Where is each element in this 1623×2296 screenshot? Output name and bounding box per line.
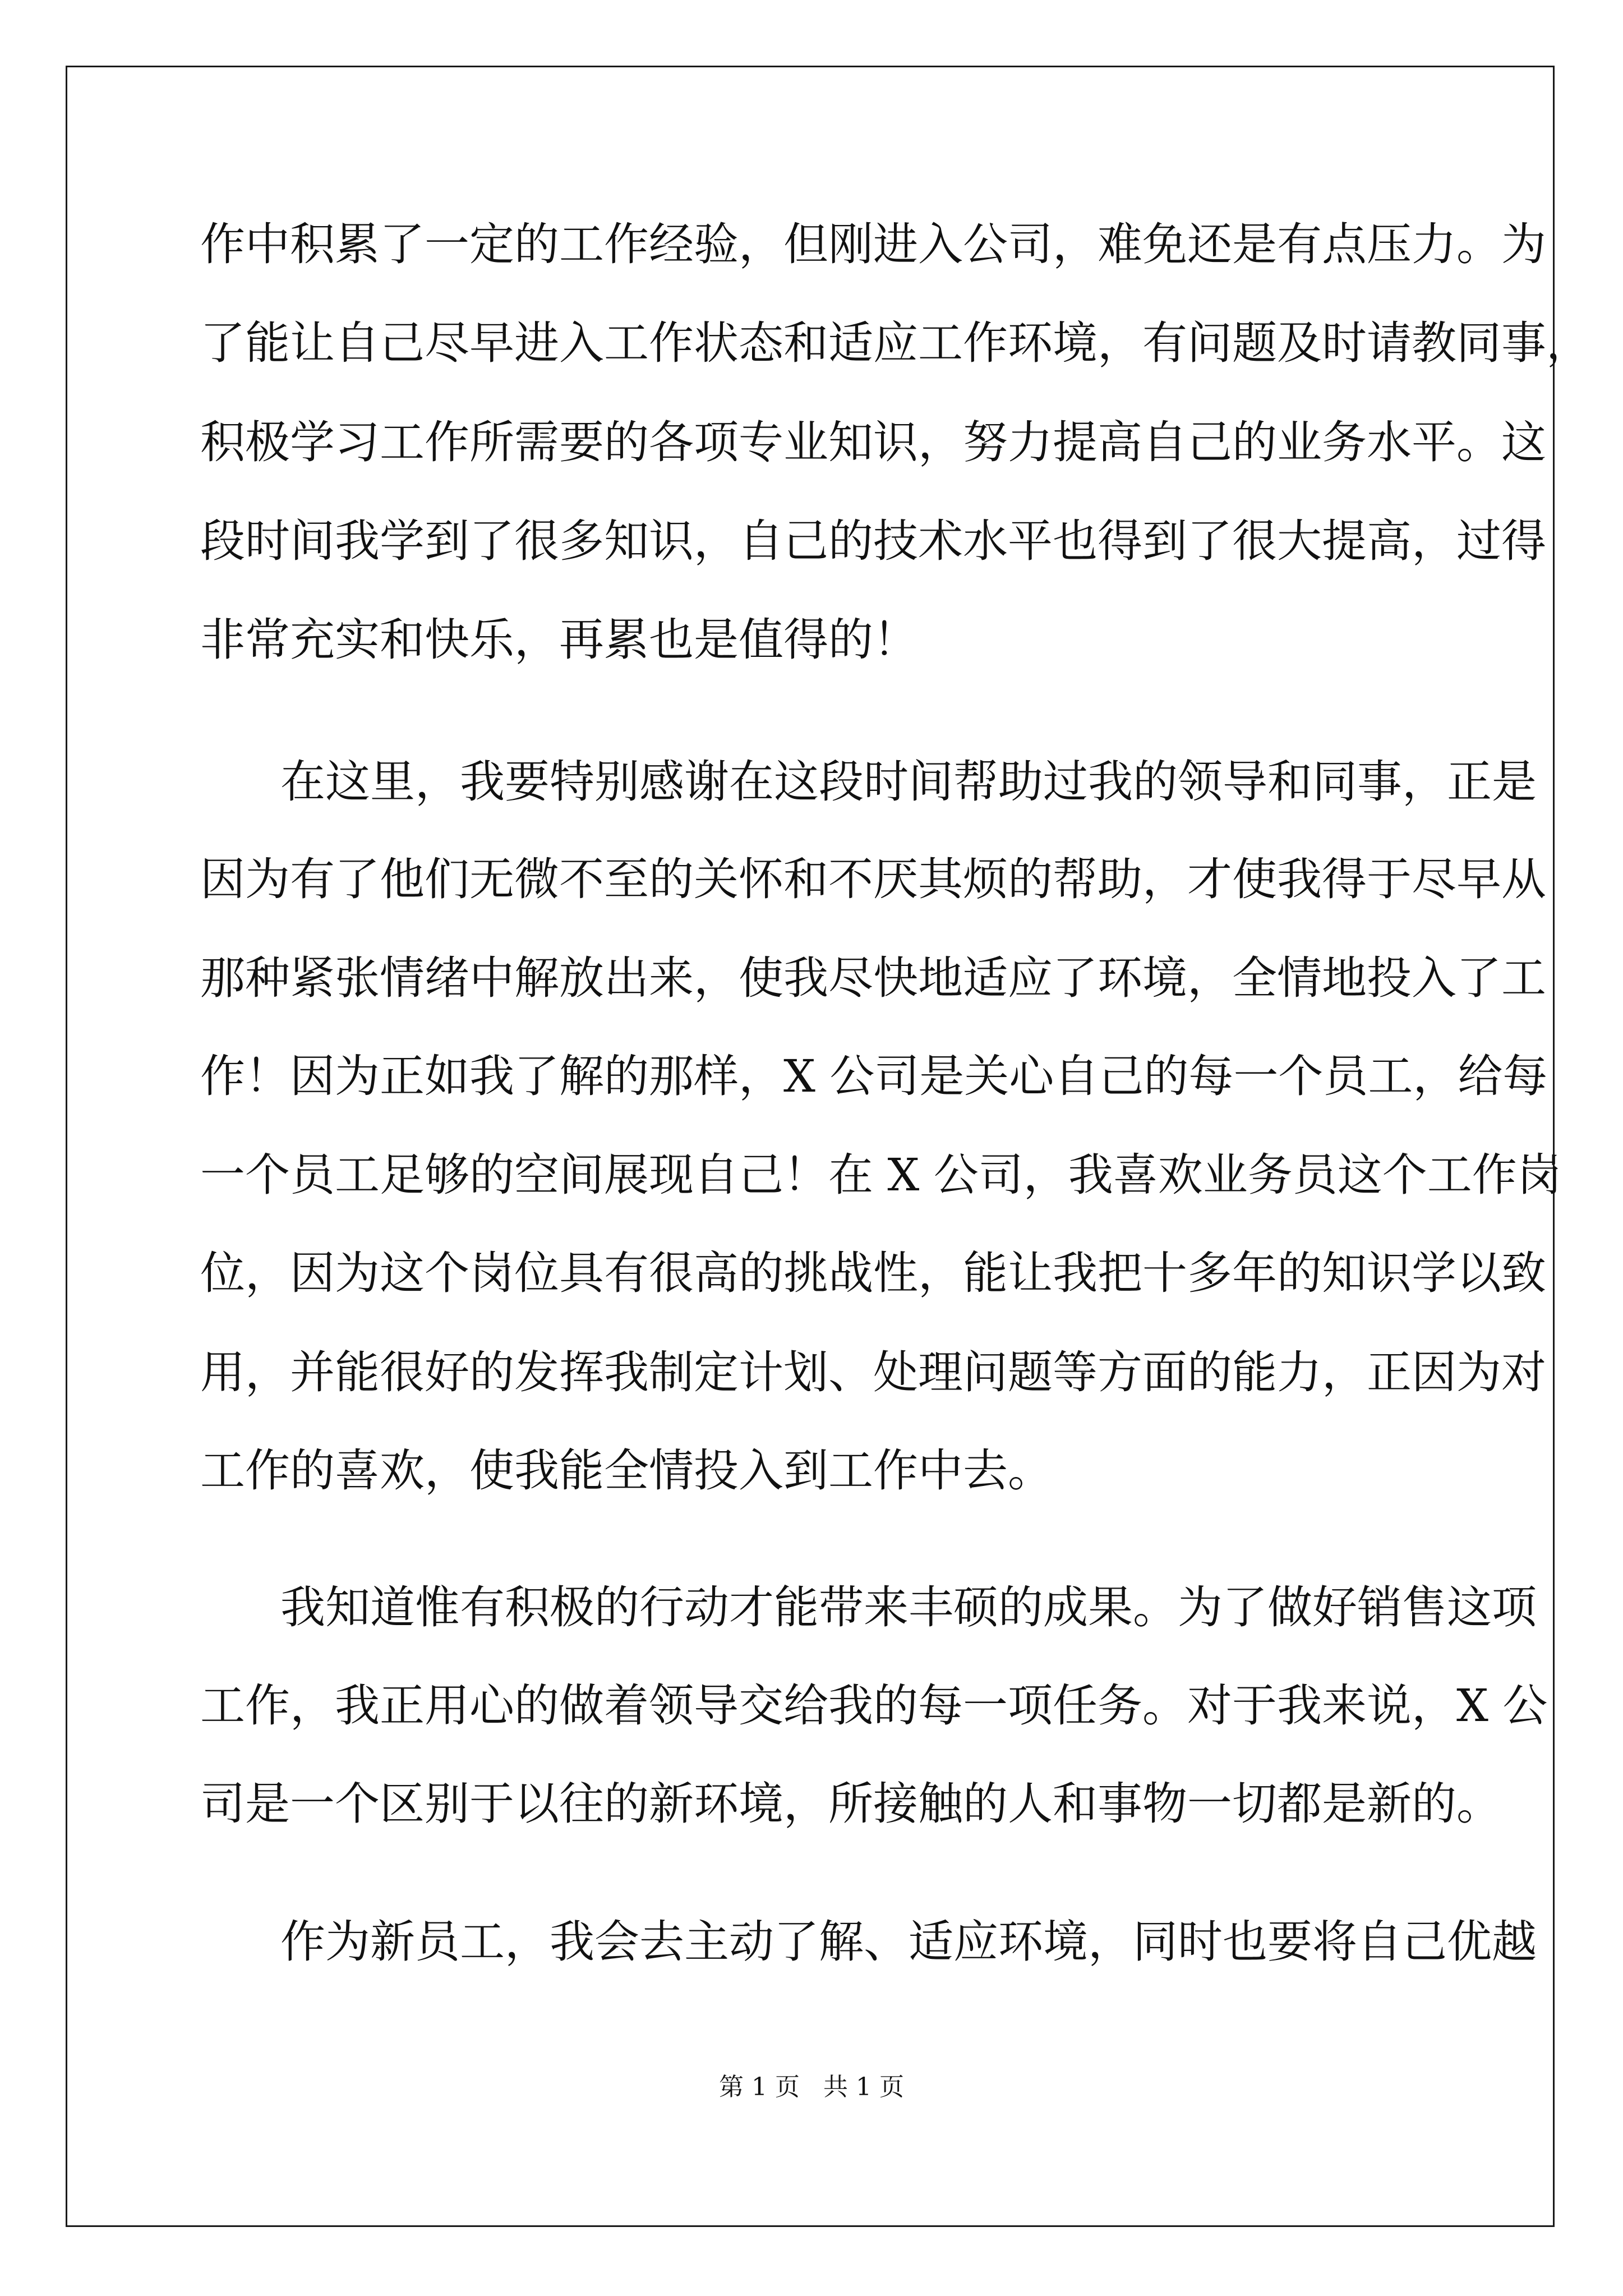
body-line: 了能让自己尽早进入工作状态和适应工作环境，有问题及时请教同事， <box>200 317 1591 369</box>
body-line: 工作的喜欢，使我能全情投入到工作中去。 <box>200 1444 1053 1497</box>
body-line: 一个员工足够的空间展现自己！在 X 公司，我喜欢业务员这个工作岗 <box>200 1149 1562 1201</box>
body-line: 用，并能很好的发挥我制定计划、处理问题等方面的能力，正因为对 <box>200 1346 1546 1398</box>
body-line: 在这里，我要特别感谢在这段时间帮助过我的领导和同事，正是 <box>280 756 1537 808</box>
body-line: 作！因为正如我了解的那样，X 公司是关心自己的每一个员工，给每 <box>200 1050 1548 1102</box>
body-line: 作中积累了一定的工作经验，但刚进入公司，难免还是有点压力。为 <box>200 218 1546 270</box>
body-line: 作为新员工，我会去主动了解、适应环境，同时也要将自己优越 <box>280 1916 1537 1968</box>
body-line: 司是一个区别于以往的新环境，所接触的人和事物一切都是新的。 <box>200 1778 1501 1830</box>
body-line: 积极学习工作所需要的各项专业知识，努力提高自己的业务水平。这 <box>200 416 1546 468</box>
body-line: 因为有了他们无微不至的关怀和不厌其烦的帮助，才使我得于尽早从 <box>200 853 1546 905</box>
body-line: 非常充实和快乐，再累也是值得的！ <box>200 614 918 666</box>
body-line: 段时间我学到了很多知识，自己的技术水平也得到了很大提高，过得 <box>200 515 1546 567</box>
page-number-footer: 第 1 页 共 1 页 <box>719 2073 904 2101</box>
body-line: 工作，我正用心的做着领导交给我的每一项任务。对于我来说，X 公 <box>200 1680 1548 1732</box>
body-line: 那种紧张情绪中解放出来，使我尽快地适应了环境，全情地投入了工 <box>200 952 1546 1004</box>
body-line: 我知道惟有积极的行动才能带来丰硕的成果。为了做好销售这项 <box>280 1581 1537 1634</box>
page-border <box>66 66 1555 2227</box>
body-line: 位，因为这个岗位具有很高的挑战性，能让我把十多年的知识学以致 <box>200 1247 1546 1299</box>
